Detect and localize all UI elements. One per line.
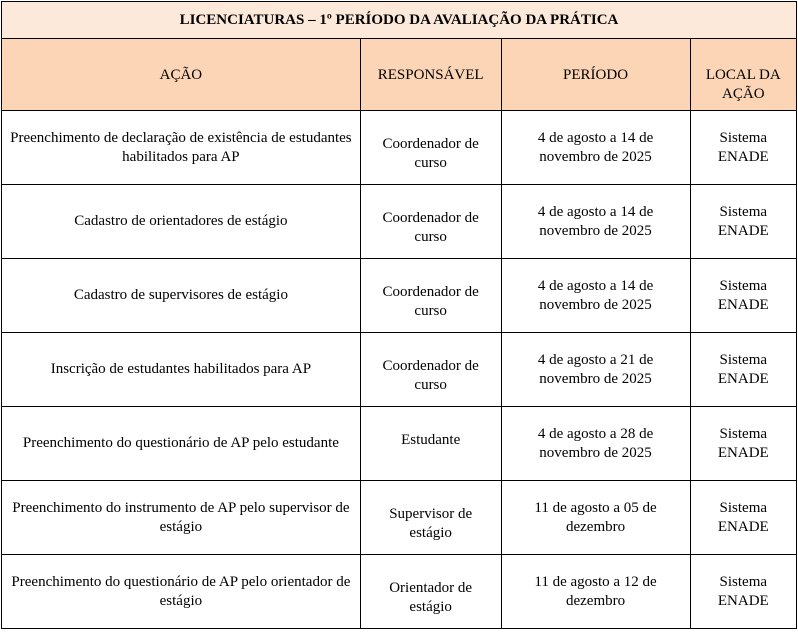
table-row xyxy=(2,555,797,629)
table-row xyxy=(2,111,797,185)
cell-responsavel: Coordenador de curso xyxy=(360,333,501,407)
cell-acao: Inscrição de estudantes habilitados para AP xyxy=(2,333,361,407)
cell-periodo: 11 de agosto a 12 de dezembro xyxy=(501,555,690,629)
cell-local: Sistema ENADE xyxy=(690,111,796,185)
cell-responsavel: Orientador de estágio xyxy=(360,555,501,629)
table-row xyxy=(2,481,797,555)
table-row xyxy=(2,259,797,333)
cell-responsavel: Coordenador de curso xyxy=(360,111,501,185)
cell-local: Sistema ENADE xyxy=(690,185,796,259)
cell-responsavel: Coordenador de curso xyxy=(360,259,501,333)
header-periodo: PERÍODO xyxy=(501,39,690,111)
cell-periodo: 11 de agosto a 05 de dezembro xyxy=(501,481,690,555)
cell-responsavel: Supervisor de estágio xyxy=(360,481,501,555)
header-responsavel: RESPONSÁVEL xyxy=(360,39,501,111)
header-acao: AÇÃO xyxy=(2,39,361,111)
cell-acao: Cadastro de orientadores de estágio xyxy=(2,185,361,259)
table-row xyxy=(2,185,797,259)
cell-acao: Cadastro de supervisores de estágio xyxy=(2,259,361,333)
cell-local: Sistema ENADE xyxy=(690,259,796,333)
table-title: LICENCIATURAS – 1º PERÍODO DA AVALIAÇÃO DA PRÁTICA xyxy=(2,2,797,39)
cell-local: Sistema ENADE xyxy=(690,333,796,407)
cell-periodo: 4 de agosto a 14 de novembro de 2025 xyxy=(501,185,690,259)
cell-local: Sistema ENADE xyxy=(690,555,796,629)
schedule-table xyxy=(1,1,797,629)
cell-acao: Preenchimento do instrumento de AP pelo supervisor de estágio xyxy=(2,481,361,555)
cell-acao: Preenchimento de declaração de existência de estudantes habilitados para AP xyxy=(2,111,361,185)
cell-acao: Preenchimento do questionário de AP pelo orientador de estágio xyxy=(2,555,361,629)
cell-responsavel: Estudante xyxy=(360,407,501,481)
cell-local: Sistema ENADE xyxy=(690,481,796,555)
cell-periodo: 4 de agosto a 28 de novembro de 2025 xyxy=(501,407,690,481)
header-local: LOCAL DA AÇÃO xyxy=(690,39,796,111)
table-title-row xyxy=(2,2,797,39)
table-row xyxy=(2,333,797,407)
cell-periodo: 4 de agosto a 14 de novembro de 2025 xyxy=(501,111,690,185)
cell-local: Sistema ENADE xyxy=(690,407,796,481)
cell-acao: Preenchimento do questionário de AP pelo estudante xyxy=(2,407,361,481)
table-header-row xyxy=(2,39,797,111)
cell-responsavel: Coordenador de curso xyxy=(360,185,501,259)
cell-periodo: 4 de agosto a 14 de novembro de 2025 xyxy=(501,259,690,333)
table-row xyxy=(2,407,797,481)
cell-periodo: 4 de agosto a 21 de novembro de 2025 xyxy=(501,333,690,407)
